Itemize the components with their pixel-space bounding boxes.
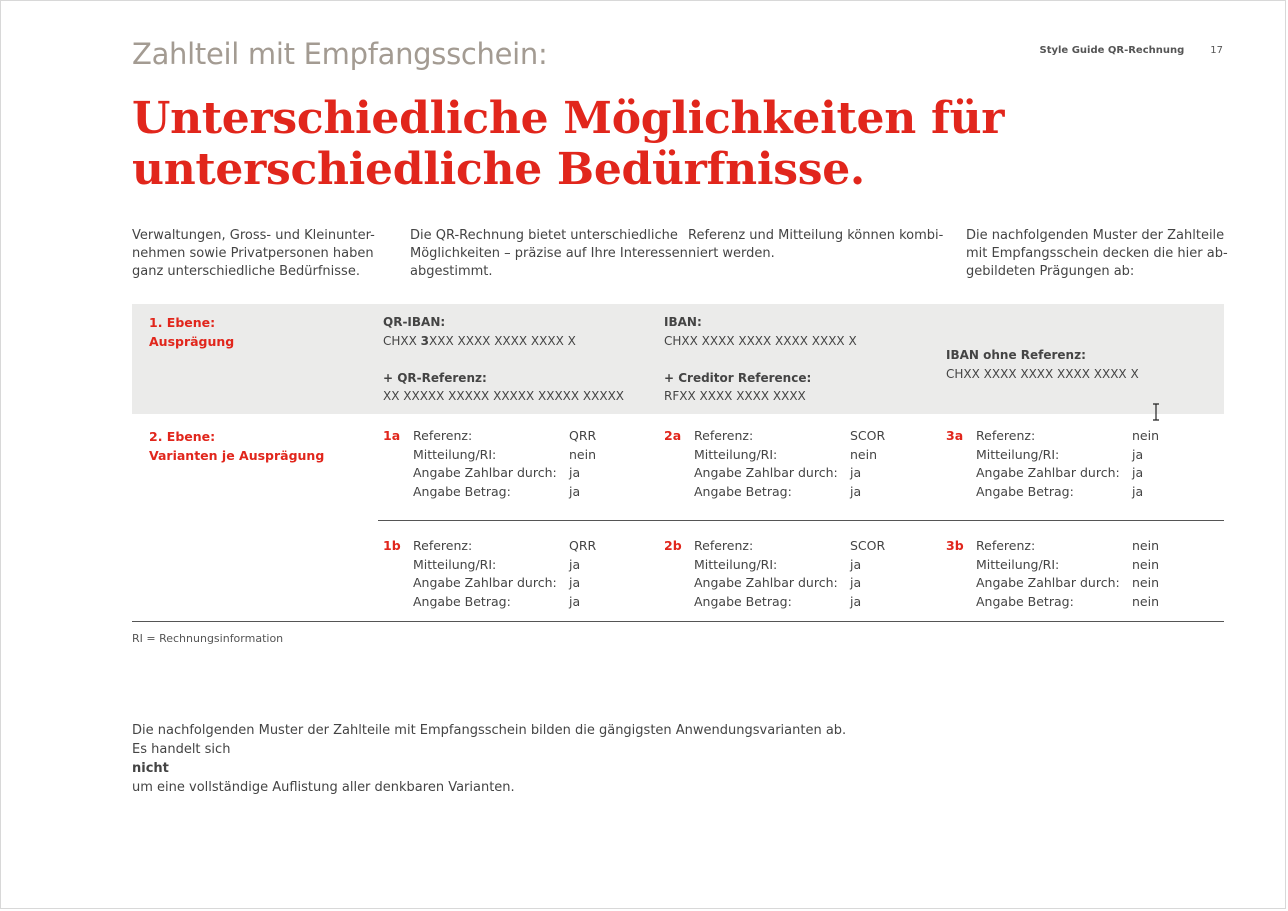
- variant-value: QRR: [569, 428, 597, 443]
- variant-value: ja: [569, 483, 581, 499]
- variant-key: Mitteilung/RI:: [694, 556, 778, 572]
- intro-text-line: gebildeten Prägungen ab:: [966, 264, 1135, 279]
- bottom-note: [132, 721, 846, 797]
- qr-iban-value-rest: XXX XXXX XXXX XXXX X: [429, 333, 576, 348]
- creditor-reference-heading: + Creditor Reference:: [664, 370, 812, 385]
- bottom-note-line: Die nachfolgenden Muster der Zahlteile mit Empfangsschein bilden die gängigsten Anwendungsvarianten ab.: [132, 723, 847, 738]
- variant-value: nein: [1132, 593, 1160, 609]
- iban-no-ref-value: CHXX XXXX XXXX XXXX XXXX X: [946, 366, 1139, 381]
- variant-divider: [378, 520, 1224, 521]
- variant-key: Referenz:: [976, 538, 1036, 553]
- variant-key: Angabe Zahlbar durch:: [976, 465, 1120, 480]
- variant-key: Referenz:: [413, 538, 473, 553]
- intro-column-4: [966, 227, 1228, 281]
- variant-key: Mitteilung/RI:: [413, 556, 497, 572]
- variant-key: Angabe Betrag:: [413, 593, 511, 609]
- variant-key: Mitteilung/RI:: [976, 446, 1060, 462]
- guide-name: Style Guide QR-Rechnung: [1039, 45, 1185, 56]
- variant-value: nein: [1132, 428, 1160, 443]
- variant-key: Angabe Zahlbar durch:: [413, 465, 557, 480]
- variant-id: 3b: [946, 538, 964, 553]
- qr-reference-heading: + QR-Referenz:: [383, 370, 487, 385]
- variant-key: Mitteilung/RI:: [413, 446, 497, 462]
- variant-value: ja: [850, 593, 862, 609]
- page-number: 17: [1210, 45, 1223, 56]
- variant-id: 1b: [383, 538, 401, 553]
- intro-column-2: [410, 227, 688, 281]
- intro-text-line: Die QR-Rechnung bietet unterschiedliche: [410, 228, 678, 243]
- qr-iban-value-prefix: CHXX: [383, 333, 421, 348]
- level1-label-line: Ausprägung: [149, 334, 235, 349]
- iban-value: CHXX XXXX XXXX XXXX XXXX X: [664, 333, 857, 348]
- intro-text-line: niert werden.: [688, 246, 775, 261]
- iban-heading: IBAN:: [664, 315, 702, 329]
- variant-id: 2a: [664, 428, 682, 443]
- variant-id: 1a: [383, 428, 401, 443]
- bottom-note-rest: um eine vollständige Auflistung aller denkbaren Varianten.: [132, 780, 515, 795]
- intro-text-line: Verwaltungen, Gross- und Kleinunter-: [132, 228, 375, 243]
- variant-key: Angabe Zahlbar durch:: [694, 575, 838, 590]
- variant-value: QRR: [569, 538, 597, 553]
- level2-label: [149, 427, 324, 465]
- variant-key: Mitteilung/RI:: [976, 556, 1060, 572]
- variant-key: Referenz:: [694, 428, 754, 443]
- variant-value: ja: [850, 575, 862, 590]
- variant-value: ja: [850, 556, 862, 572]
- level1-iban: [664, 313, 857, 406]
- variant-value: ja: [850, 465, 862, 480]
- qr-iban-heading: QR-IBAN:: [383, 315, 446, 329]
- intro-text-line: abgestimmt.: [410, 264, 493, 279]
- variant-value: nein: [850, 446, 878, 462]
- iban-no-ref-heading: IBAN ohne Referenz:: [946, 348, 1086, 362]
- variant-value: ja: [1132, 446, 1144, 462]
- intro-column-1: [132, 227, 375, 281]
- level2-label-line: 2. Ebene:: [149, 429, 216, 444]
- intro-text-line: mit Empfangsschein decken die hier ab-: [966, 246, 1228, 261]
- variant-value: SCOR: [850, 538, 886, 553]
- level1-label-line: 1. Ebene:: [149, 315, 216, 330]
- variant-value: ja: [569, 556, 581, 572]
- intro-text-line: nehmen sowie Privatpersonen haben: [132, 246, 374, 261]
- variant-value: nein: [1132, 556, 1160, 572]
- level2-label-line: Varianten je Ausprägung: [149, 448, 325, 463]
- text-cursor-icon: [1150, 403, 1162, 421]
- qr-iban-value: [383, 332, 624, 351]
- title-line-2: unterschiedliche Bedürfnisse.: [132, 144, 865, 195]
- variant-key: Mitteilung/RI:: [694, 446, 778, 462]
- variant-key: Referenz:: [976, 428, 1036, 443]
- variant-key: Referenz:: [694, 538, 754, 553]
- variant-key: Angabe Betrag:: [413, 483, 511, 499]
- intro-text-line: Referenz und Mitteilung können kombi-: [688, 228, 944, 243]
- variant-value: ja: [569, 575, 581, 590]
- bottom-note-prefix: Es handelt sich: [132, 742, 231, 757]
- table-bottom-rule: [132, 621, 1224, 622]
- bottom-note-line: [132, 740, 846, 797]
- variant-value: nein: [1132, 538, 1160, 553]
- bottom-note-emphasis: nicht: [132, 761, 169, 776]
- variant-key: Angabe Betrag:: [694, 593, 792, 609]
- variant-key: Angabe Zahlbar durch:: [413, 575, 557, 590]
- variant-value: ja: [569, 593, 581, 609]
- page-title: [132, 93, 1112, 195]
- variant-value: ja: [569, 465, 581, 480]
- running-header: [1001, 45, 1223, 56]
- level1-qr-iban: [383, 313, 624, 406]
- intro-text-line: Möglichkeiten – präzise auf Ihre Interessen: [410, 246, 688, 261]
- level1-iban-no-reference: [946, 346, 1139, 383]
- variant-key: Angabe Betrag:: [976, 593, 1074, 609]
- creditor-reference-value: RFXX XXXX XXXX XXXX: [664, 389, 806, 403]
- variant-value: nein: [1132, 575, 1160, 590]
- level1-label: [149, 313, 234, 351]
- variant-id: 3a: [946, 428, 964, 443]
- variant-key: Angabe Zahlbar durch:: [694, 465, 838, 480]
- intro-text-line: Die nachfolgenden Muster der Zahlteile: [966, 228, 1225, 243]
- variant-value: SCOR: [850, 428, 886, 443]
- variant-id: 2b: [664, 538, 682, 553]
- variant-key: Angabe Betrag:: [694, 483, 792, 499]
- variant-value: ja: [1132, 465, 1144, 480]
- variant-key: Angabe Zahlbar durch:: [976, 575, 1120, 590]
- title-line-1: Unterschiedliche Möglichkeiten für: [132, 93, 1005, 144]
- qr-iban-value-highlight: 3: [420, 333, 430, 348]
- variant-key: Angabe Betrag:: [976, 483, 1074, 499]
- footnote: RI = Rechnungsinformation: [132, 632, 284, 645]
- variant-key: Referenz:: [413, 428, 473, 443]
- qr-reference-value: XX XXXXX XXXXX XXXXX XXXXX XXXXX: [383, 389, 625, 403]
- variant-value: ja: [1132, 483, 1144, 499]
- intro-column-3: [688, 227, 944, 263]
- intro-text-line: ganz unterschiedliche Bedürfnisse.: [132, 264, 360, 279]
- variant-value: ja: [850, 483, 862, 499]
- variant-value: nein: [569, 446, 597, 462]
- page-subtitle: Zahlteil mit Empfangsschein:: [132, 37, 548, 71]
